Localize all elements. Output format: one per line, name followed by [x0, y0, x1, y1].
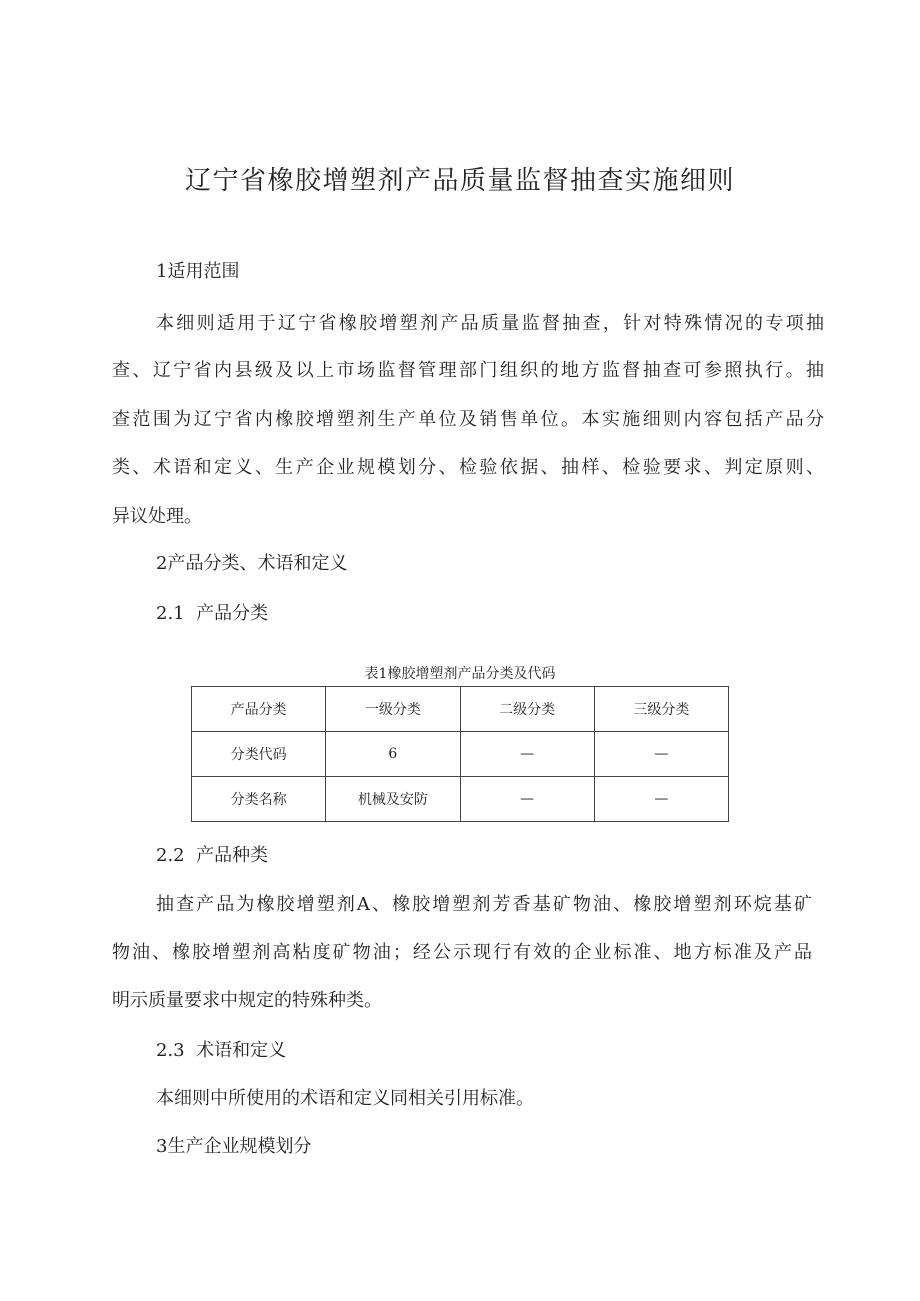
- table-cell: 机械及安防: [326, 777, 460, 822]
- table-cell: —: [594, 732, 728, 777]
- section-2-2-line-1: 抽查产品为橡胶增塑剂A、橡胶增塑剂芳香基矿物油、橡胶增塑剂环烷基矿: [156, 894, 812, 915]
- section-1-line-5: 异议处理。: [112, 506, 202, 527]
- table-cell: 6: [326, 732, 460, 777]
- table-cell: —: [594, 777, 728, 822]
- section-2-1-heading: 2.1 产品分类: [156, 603, 269, 624]
- section-3-heading: 3生产企业规模划分: [156, 1136, 312, 1157]
- section-1-line-2: 查、辽宁省内县级及以上市场监督管理部门组织的地方监督抽查可参照执行。抽: [112, 360, 824, 381]
- section-2-3-text: 本细则中所使用的术语和定义同相关引用标准。: [156, 1088, 534, 1109]
- section-1-line-3: 查范围为辽宁省内橡胶增塑剂生产单位及销售单位。本实施细则内容包括产品分: [112, 409, 824, 430]
- section-2-2-line-3: 明示质量要求中规定的特殊种类。: [112, 990, 382, 1011]
- section-1-heading: 1适用范围: [156, 261, 240, 282]
- table-cell: 分类名称: [192, 777, 326, 822]
- table-cell: 二级分类: [460, 687, 594, 732]
- table-cell: —: [460, 777, 594, 822]
- section-2-3-heading: 2.3 术语和定义: [156, 1040, 287, 1061]
- table-row: [192, 777, 729, 822]
- table-cell: 一级分类: [326, 687, 460, 732]
- section-2-2-heading: 2.2 产品种类: [156, 845, 269, 866]
- section-2-heading: 2产品分类、术语和定义: [156, 553, 348, 574]
- table-cell: 分类代码: [192, 732, 326, 777]
- section-2-2-line-2: 物油、橡胶增塑剂高粘度矿物油；经公示现行有效的企业标准、地方标准及产品: [112, 942, 812, 963]
- page-title: 辽宁省橡胶增塑剂产品质量监督抽查实施细则: [184, 166, 735, 196]
- table-cell: —: [460, 732, 594, 777]
- table-caption: 表1橡胶增塑剂产品分类及代码: [364, 666, 556, 682]
- table-cell: 三级分类: [594, 687, 728, 732]
- table-row: [192, 732, 729, 777]
- table-row: [192, 687, 729, 732]
- section-1-line-1: 本细则适用于辽宁省橡胶增塑剂产品质量监督抽查，针对特殊情况的专项抽: [156, 313, 824, 334]
- section-1-line-4: 类、术语和定义、生产企业规模划分、检验依据、抽样、检验要求、判定原则、: [112, 457, 824, 478]
- product-classification-table: [191, 686, 729, 822]
- table-cell: 产品分类: [192, 687, 326, 732]
